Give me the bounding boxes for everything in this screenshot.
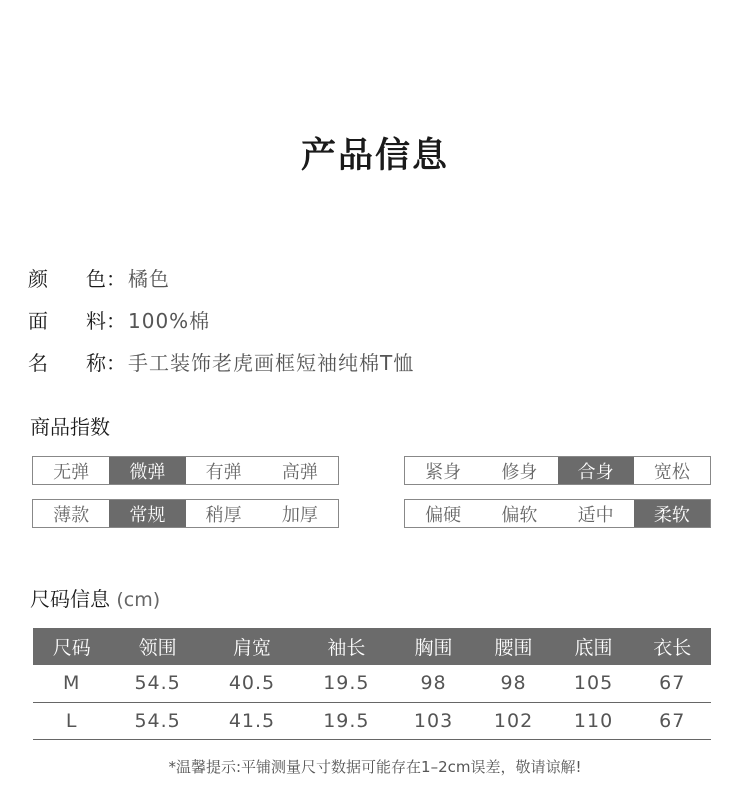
scale-option: 加厚: [281, 504, 318, 526]
scale-option: 稍厚: [205, 504, 242, 526]
table-header: 领围: [110, 628, 204, 665]
table-row: [33, 702, 711, 739]
table-header: 胸围: [394, 628, 474, 665]
table-cell: 98: [394, 665, 474, 702]
table-cell: L: [33, 702, 110, 739]
scale-option: 偏硬: [425, 504, 462, 526]
table-header: 肩宽: [205, 628, 299, 665]
table-cell: 67: [634, 665, 711, 702]
scale-option: 有弹: [205, 461, 242, 483]
info-row-color: [28, 256, 414, 298]
measurement-note: *温馨提示:平铺测量尺寸数据可能存在1–2cm误差，敬请谅解!: [168, 758, 582, 776]
info-label: 面 料：: [28, 308, 126, 333]
elasticity-scale: [32, 456, 339, 485]
size-unit: (cm): [116, 589, 161, 611]
thickness-scale: [32, 499, 339, 528]
table-cell: 110: [554, 702, 634, 739]
table-row: [33, 665, 711, 702]
softness-scale: [404, 499, 711, 528]
table-header: 底围: [554, 628, 634, 665]
scale-option: 微弹: [109, 457, 185, 484]
info-row-material: [28, 298, 414, 340]
scale-option: 薄款: [53, 504, 90, 526]
table-header: 袖长: [299, 628, 393, 665]
index-heading: 商品指数: [30, 415, 110, 439]
scale-option: 偏软: [501, 504, 538, 526]
info-label: 名 称：: [28, 350, 126, 375]
table-header: 衣长: [634, 628, 711, 665]
scale-option: 常规: [109, 500, 185, 527]
table-cell: 103: [394, 702, 474, 739]
table-cell: 19.5: [299, 702, 393, 739]
size-heading: 尺码信息 (cm): [30, 587, 161, 611]
scale-option: 紧身: [425, 461, 462, 483]
table-cell: M: [33, 665, 110, 702]
scale-option: 柔软: [634, 500, 710, 527]
table-header: 尺码: [33, 628, 110, 665]
info-row-name: [28, 340, 414, 382]
table-cell: 67: [634, 702, 711, 739]
table-header-row: [33, 628, 711, 665]
info-value-material: 100%棉: [128, 308, 211, 333]
table-header: 腰围: [474, 628, 554, 665]
table-cell: 40.5: [205, 665, 299, 702]
scale-option: 高弹: [281, 461, 318, 483]
scale-option: 适中: [577, 504, 614, 526]
page-title: 产品信息: [300, 136, 449, 176]
size-table: [33, 628, 711, 740]
product-info-list: [28, 256, 414, 382]
table-cell: 41.5: [205, 702, 299, 739]
info-value-color: 橘色: [128, 266, 170, 291]
fit-scale: [404, 456, 711, 485]
info-label: 颜 色：: [28, 266, 126, 291]
table-cell: 54.5: [110, 665, 204, 702]
scale-option: 无弹: [53, 461, 90, 483]
table-cell: 54.5: [110, 702, 204, 739]
scale-option: 合身: [558, 457, 634, 484]
info-value-name: 手工装饰老虎画框短袖纯棉T恤: [128, 350, 415, 375]
table-cell: 102: [474, 702, 554, 739]
table-cell: 19.5: [299, 665, 393, 702]
table-cell: 98: [474, 665, 554, 702]
scale-option: 宽松: [653, 461, 690, 483]
scale-option: 修身: [501, 461, 538, 483]
table-cell: 105: [554, 665, 634, 702]
